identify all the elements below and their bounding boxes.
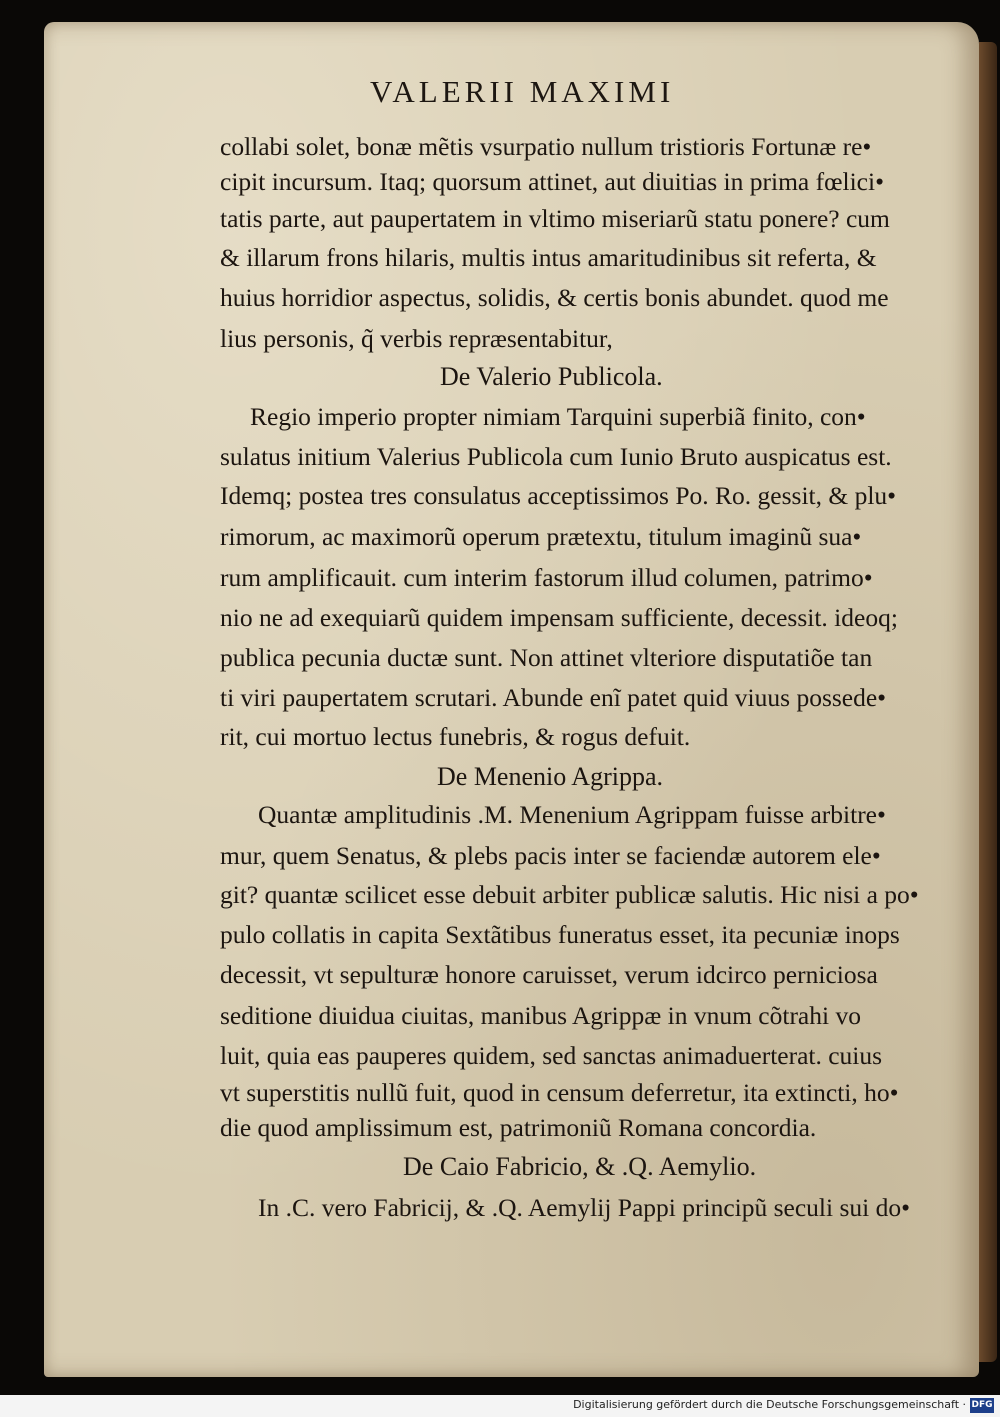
- text-line: rimorum, ac maximorũ operum prætextu, titulum imaginũ sua•: [220, 522, 862, 551]
- section-heading: De Menenio Agrippa.: [437, 762, 664, 791]
- text-line: luit, quia eas pauperes quidem, sed sanctas animaduerterat. cuius: [220, 1041, 883, 1070]
- text-line: vt superstitis nullũ fuit, quod in censum deferretur, ita extincti, ho•: [220, 1078, 899, 1107]
- text-line: mur, quem Senatus, & plebs pacis inter se faciendæ autorem ele•: [220, 841, 881, 870]
- footer-bar: [0, 1395, 1000, 1417]
- text-line: cipit incursum. Itaq; quorsum attinet, aut diuitias in prima fœlici•: [220, 167, 885, 196]
- text-line: pulo collatis in capita Sextãtibus funeratus esset, ita pecuniæ inops: [220, 920, 900, 949]
- text-line: collabi solet, bonæ mẽtis vsurpatio nullum tristioris Fortunæ re•: [220, 132, 872, 161]
- text-line: sulatus initium Valerius Publicola cum Iunio Bruto auspicatus est.: [220, 442, 892, 471]
- text-line: seditione diuidua ciuitas, manibus Agrippæ in vnum cõtrahi vo: [220, 1001, 861, 1030]
- text-line: Idemq; postea tres consulatus acceptissimos Po. Ro. gessit, & plu•: [220, 481, 897, 510]
- section-heading: De Valerio Publicola.: [440, 362, 663, 391]
- text-line: Quantæ amplitudinis .M. Menenium Agrippam fuisse arbitre•: [258, 800, 886, 829]
- text-line: rit, cui mortuo lectus funebris, & rogus defuit.: [220, 722, 691, 751]
- footer-credit: Digitalisierung gefördert durch die Deutsche Forschungsgemeinschaft ·: [573, 1398, 966, 1411]
- text-line: In .C. vero Fabricij, & .Q. Aemylij Pappi principũ seculi sui do•: [258, 1193, 911, 1222]
- text-line: & illarum frons hilaris, multis intus amaritudinibus sit referta, &: [220, 243, 877, 272]
- dfg-logo: DFG: [970, 1398, 994, 1413]
- text-line: die quod amplissimum est, patrimoniũ Romana concordia.: [220, 1113, 817, 1142]
- text-line: git? quantæ scilicet esse debuit arbiter publicæ salutis. Hic nisi a po•: [220, 880, 919, 909]
- text-line: tatis parte, aut paupertatem in vltimo miseriarũ statu ponere? cum: [220, 204, 890, 233]
- text-line: decessit, vt sepulturæ honore caruisset, verum idcirco perniciosa: [220, 960, 878, 989]
- section-heading: De Caio Fabricio, & .Q. Aemylio.: [403, 1152, 757, 1181]
- text-line: lius personis, q̃ verbis repræsentabitur,: [220, 324, 613, 353]
- text-line: nio ne ad exequiarũ quidem impensam sufficiente, decessit. ideoq;: [220, 603, 898, 632]
- text-line: huius horridior aspectus, solidis, & certis bonis abundet. quod me: [220, 283, 889, 312]
- text-line: Regio imperio propter nimiam Tarquini superbiã finito, con•: [250, 402, 866, 431]
- text-line: ti viri paupertatem scrutari. Abunde enĩ patet quid viuus possede•: [220, 683, 887, 712]
- running-head: VALERII MAXIMI: [370, 74, 675, 109]
- text-line: publica pecunia ductæ sunt. Non attinet vlteriore disputatiõe tan: [220, 643, 873, 672]
- text-line: rum amplificauit. cum interim fastorum illud columen, patrimo•: [220, 563, 873, 592]
